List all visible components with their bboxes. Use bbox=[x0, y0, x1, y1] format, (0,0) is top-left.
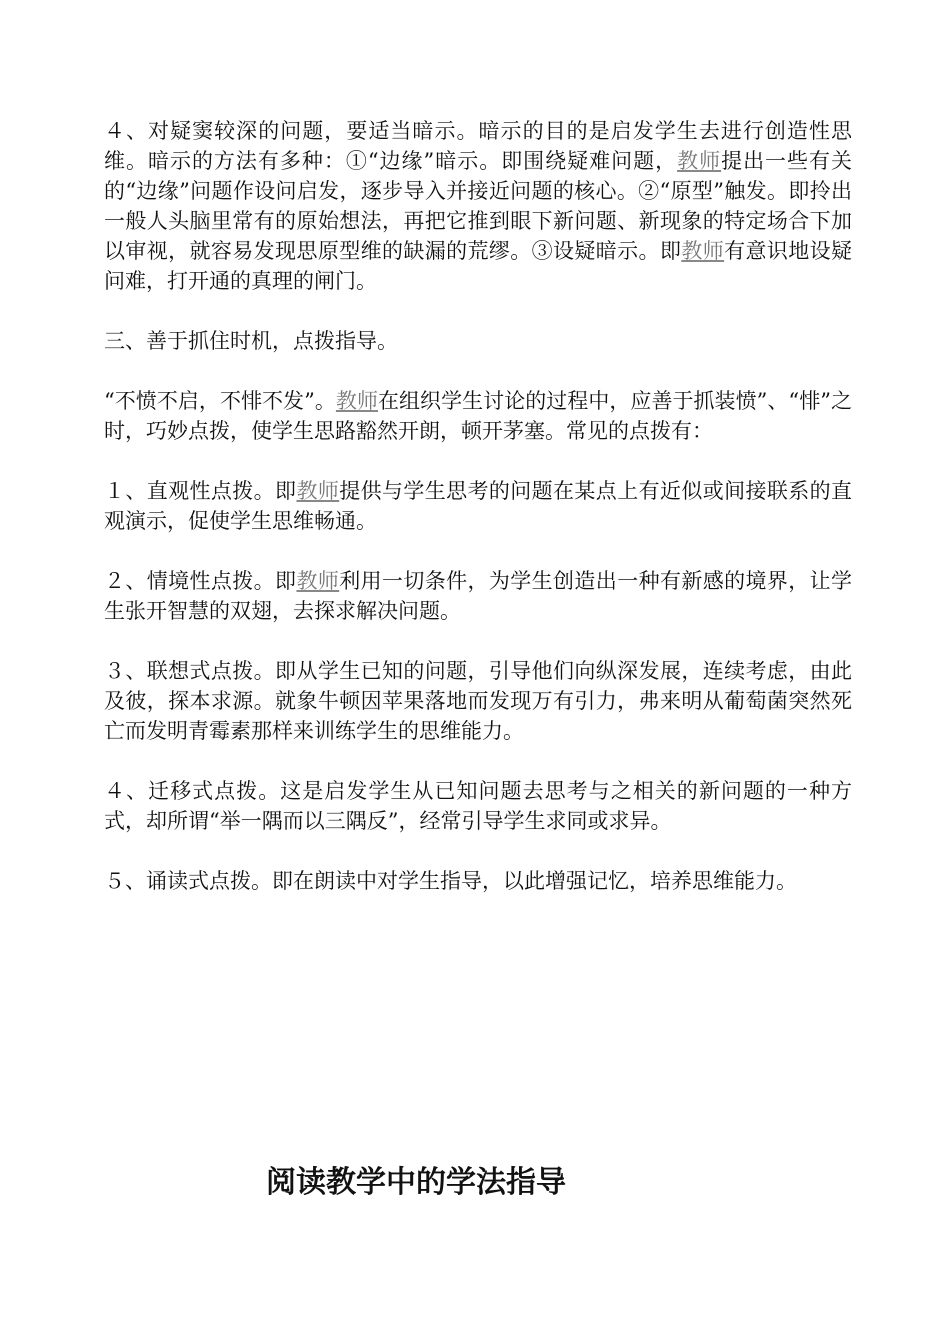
teacher-link[interactable]: 教师 bbox=[677, 149, 722, 173]
text-segment: ４、迁移式点拨。这是启发学生从已知问题去思考与之相关的新问题的一种方式，却所谓“举一隅而以三隅反”，经常引导学生求同或求异。 bbox=[104, 779, 852, 833]
text-segment: ３、联想式点拨。即从学生已知的问题，引导他们向纵深发展，连续考虑，由此及彼，探本求源。就象牛顿因苹果落地而发现万有引力，弗来明从葡萄菌突然死亡而发明青霉素那样来训练学生的思维能力。 bbox=[104, 659, 852, 743]
section-title: 阅读教学中的学法指导 bbox=[266, 1165, 566, 1201]
text-segment: 提供与学生思考的问题在某点上有近似或间接联系的直观演示，促使学生思维畅通。 bbox=[104, 479, 853, 533]
text-segment: 提出一些有关的“边缘”问题作设问启发，逐步导入并接近问题的核心。②“原型”触发。即拎出一般人头脑里常有的原始想法，再把它推到眼下新问题、新现象的特定场合下加以审视，就容易发现思原型维的缺漏的荒缪。③设疑暗示。即 bbox=[104, 149, 853, 263]
paragraph-recitation-guidance bbox=[104, 866, 852, 896]
teacher-link[interactable]: 教师 bbox=[296, 479, 340, 503]
text-segment: 在组织学生讨论的过程中，应善于抓装愤”、“悱”之时，巧妙点拨，使学生思路豁然开朗，顿开茅塞。常见的点拨有： bbox=[104, 389, 852, 443]
paragraph-intuitive-guidance bbox=[104, 476, 852, 536]
text-segment: １、直观性点拨。即 bbox=[104, 479, 297, 503]
teacher-link[interactable]: 教师 bbox=[681, 239, 725, 263]
text-segment: “不愤不启，不悱不发”。 bbox=[104, 389, 336, 413]
section-heading-three bbox=[104, 326, 852, 356]
text-segment: ４、对疑窦较深的问题，要适当暗示。暗示的目的是启发学生去进行创造性思维。暗示的方法有多种：①“边缘”暗示。即围绕疑难问题， bbox=[104, 119, 852, 173]
teacher-link[interactable]: 教师 bbox=[335, 389, 378, 413]
text-segment: ５、诵读式点拨。即在朗读中对学生指导，以此增强记忆，培养思维能力。 bbox=[104, 869, 797, 893]
paragraph-situational-guidance bbox=[104, 566, 852, 626]
teacher-link[interactable]: 教师 bbox=[296, 569, 340, 593]
document-body bbox=[104, 116, 852, 926]
text-segment: 有意识地设疑问难，打开通的真理的闸门。 bbox=[104, 239, 853, 293]
text-segment: ２、情境性点拨。即 bbox=[104, 569, 297, 593]
text-segment: 三、善于抓住时机，点拨指导。 bbox=[104, 329, 398, 353]
paragraph-timing-intro bbox=[104, 386, 852, 446]
paragraph-transfer-guidance bbox=[104, 776, 852, 836]
paragraph-associative-guidance bbox=[104, 656, 852, 746]
text-segment: 利用一切条件，为学生创造出一种有新感的境界，让学生张开智慧的双翅，去探求解决问题。 bbox=[104, 569, 853, 623]
paragraph-hint-methods bbox=[104, 116, 852, 296]
